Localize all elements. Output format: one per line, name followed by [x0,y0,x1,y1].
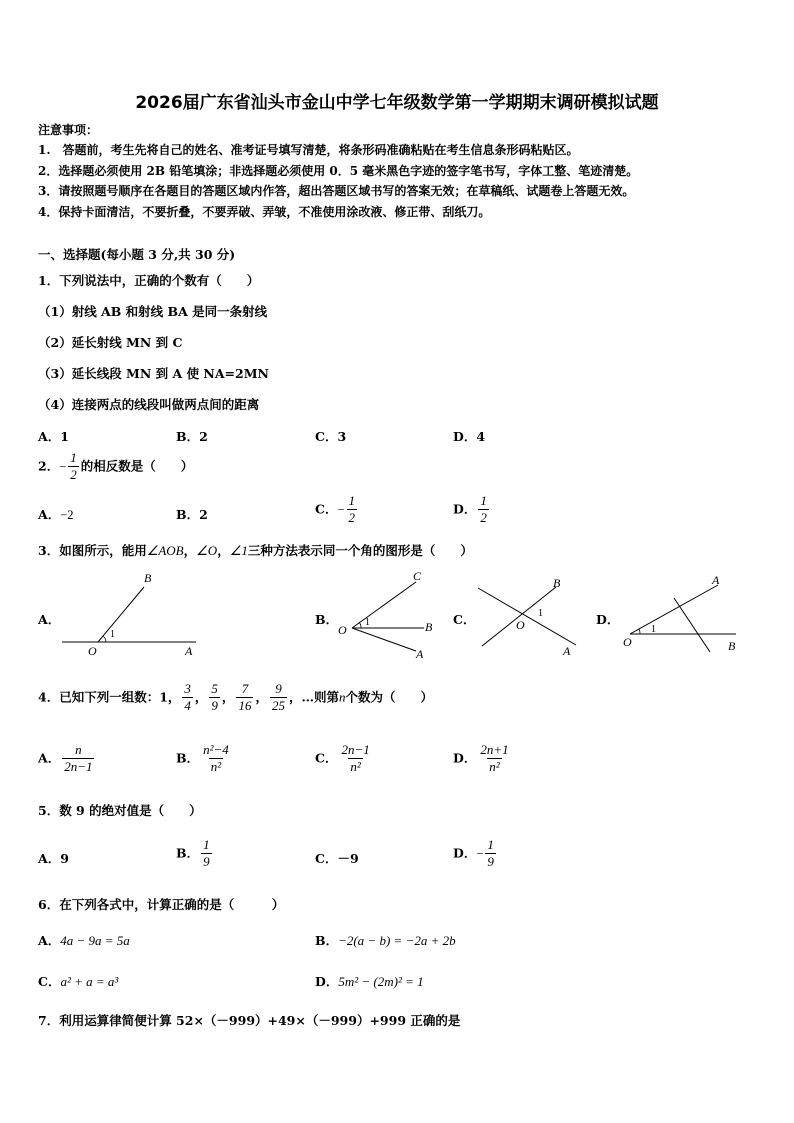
q6-option-d [315,972,424,990]
q1-item-1: （1）射线 AB 和射线 BA 是同一条射线 [38,304,268,319]
notice-item-2: 2．选择题必须使用 2B 铅笔填涂；非选择题必须使用 0．5 毫米黑色字迹的签字笔书写，字体工整、笔迹清楚。 [38,164,639,178]
q3-figure-a-ray-ob [98,587,144,642]
q6-option-a-label: A． [38,933,61,948]
q3-figure-d [618,570,743,660]
q1-item-2: （2）延长射线 MN 到 C [38,335,183,350]
q3-figure-a [58,570,203,660]
q4-option-a [38,743,96,775]
q6-option-a-expr: 4a − 9a = 5a [60,933,130,948]
q5-option-d-fraction [485,838,496,870]
q3-option-a-label: A． [38,612,61,627]
q2-stem [38,451,193,483]
q4-fraction-2-num: 5 [211,681,218,696]
q3-figure-d-arc [639,629,640,634]
q3-figure-a-arc [103,636,106,642]
q4-option-c [315,743,374,775]
q3-figure-b-label-o: O [338,623,347,637]
q3-figure-b-label-b: B [425,620,433,634]
q4-fraction-2 [209,682,220,714]
q2-option-c-minus: − [337,502,345,517]
q6-option-b-label: B． [315,933,339,948]
q3-figure-b-arc [359,622,361,628]
q1-item-4: （4）连接两点的线段叫做两点间的距离 [38,397,260,412]
q1-item-3: （3）延长线段 MN 到 A 使 NA=2MN [38,366,269,381]
q2-option-d-den: 2 [480,510,487,526]
q2-frac-den: 2 [70,467,77,483]
q4-fraction-2-den: 9 [211,698,218,714]
q4-option-c-fraction [339,743,371,775]
q6-option-d-label: D． [315,974,339,989]
q3-sep-1: ， [183,543,197,558]
q4-stem-b: ，…则第 [288,689,339,705]
q3-angle-1: ∠1 [229,543,248,558]
q5-option-b-label: B． [176,845,200,861]
q2-option-c-den: 2 [348,510,356,526]
q3-figure-b-label-a: A [416,647,424,661]
q4-fraction-1-num: 3 [184,681,191,696]
q3-figure-c-label-b: B [553,576,561,590]
q3-figure-b [332,565,442,665]
q5-option-b-den: 9 [203,854,210,870]
q4-fraction-3-den: 16 [238,698,252,714]
q5-stem: 5．数 9 的绝对值是（ ） [38,803,202,818]
q6-option-b [315,931,456,949]
q5-option-c: C．－9 [315,851,359,866]
q4-stem-c: 个数为（ ） [345,689,433,705]
q2-number: 2． [38,458,60,474]
q3-figure-c-label-1: 1 [538,608,543,619]
q3-figure-c-label-a: A [563,644,571,658]
q4-option-c-num: 2n−1 [341,742,370,757]
notice-item-4: 4．保持卡面清洁，不要折叠，不要弄破、弄皱，不准使用涂改液、修正带、刮纸刀。 [38,205,491,219]
q1-stem: 1．下列说法中，正确的个数有（ ） [38,273,260,288]
q1-option-d: D．4 [453,429,486,444]
q3-angle-aob: ∠AOB [146,543,184,558]
q3-figure-a-label-a: A [185,644,193,658]
q6-option-c [38,972,118,990]
q2-option-d-label: D． [453,501,477,517]
q4-option-a-label: A． [38,750,61,766]
page-title: 2026届广东省汕头市金山中学七年级数学第一学期期末调研模拟试题 [135,93,659,113]
q4-option-c-den: n² [350,759,361,775]
q1-option-c: C．3 [315,429,347,444]
q2-frac-num: 1 [70,450,77,465]
q3-stem-a: 3．如图所示，能用 [38,543,147,558]
q2-option-a-label: A． [38,507,61,522]
notice-item-1: 1. 答题前，考生先将自己的姓名、准考证号填写清楚，将条形码准确粘贴在考生信息条形码粘贴区。 [38,143,579,157]
q6-stem: 6．在下列各式中，计算正确的是（ ） [38,897,285,912]
q2-option-a [38,505,74,523]
q4-stem: 4．已知下列一组数：1， $\frac{3}{4}$ ， $\frac{5}{9}$ ， $\frac{7}{16}$ ， $\frac{9}{25}$ ，…则第n个数为（ ） [38,681,433,714]
q2-minus: − [59,459,67,474]
q2-option-c-num: 1 [348,493,356,508]
q3-figure-c [472,570,582,660]
q4-fraction-4-den: 25 [271,698,285,714]
q2-option-c-fraction [347,494,358,526]
q6-option-a [38,931,130,949]
q6-option-b-expr: −2(a − b) = −2a + 2b [338,933,456,948]
q4-option-b-label: B． [176,750,200,766]
q3-angle-o: ∠O [196,543,218,558]
q2-tail: 的相反数是（ ） [80,458,194,474]
q3-sep-2: ， [217,543,230,558]
q3-option-c-label: C． [453,612,476,627]
q5-option-b [176,838,214,870]
q5-option-a: A．9 [38,851,69,866]
q2-option-d [453,494,491,526]
q3-figure-b-label-c: C [413,569,422,583]
q3-figure-a-label-1: 1 [110,629,115,640]
q1-option-a: A．1 [38,429,69,444]
q7-stem: 7．利用运算律简便计算 52×（－999）+49×（－999）+999 正确的是 [38,1013,461,1028]
q3-option-d-label: D． [596,612,620,627]
q5-option-b-num: 1 [203,837,210,852]
q4-option-d-den: n² [489,759,500,775]
q3-stem-b: 三种方法表示同一个角的图形是（ ） [247,543,473,558]
q3-figure-b-label-1: 1 [365,617,370,628]
q4-stem-a: 4．已知下列一组数：1， [38,689,181,705]
q4-option-a-den: 2n−1 [64,759,93,775]
q2-option-d-num: 1 [480,493,487,508]
q6-option-c-expr: a² + a = a³ [60,974,119,989]
q3-figure-b-ray-oa [352,628,416,651]
section-heading: 一、选择题(每小题 3 分,共 30 分) [38,247,236,262]
q3-figure-b-ray-oc [352,582,416,628]
q4-n: n [338,689,346,705]
q2-option-c [315,494,359,526]
q4-fraction-1 [182,682,193,714]
q3-figure-a-label-o: O [88,644,97,658]
q4-option-d-label: D． [453,750,477,766]
q4-option-a-num: n [75,742,82,757]
q4-option-a-fraction [62,743,94,775]
q1-option-b: B．2 [176,429,208,444]
q2-option-d-fraction [478,494,489,526]
q3-figure-d-ray-oa [630,585,718,634]
q5-option-d-num: 1 [487,837,494,852]
q5-option-d-label: D． [453,845,477,861]
q2-option-a-value: −2 [60,508,74,522]
q4-fraction-4 [270,682,287,714]
q4-fraction-1-den: 4 [184,698,191,714]
q5-option-b-fraction [201,838,212,870]
q3-figure-a-label-b: B [144,571,152,585]
q2-option-b: B．2 [176,507,208,522]
notice-heading: 注意事项： [38,123,99,137]
q4-option-c-label: C． [315,750,338,766]
q3-figure-c-line-1 [478,588,576,645]
q4-option-b [176,743,233,775]
q4-option-b-den: n² [210,759,222,775]
q3-figure-d-label-a: A [712,573,720,587]
q4-option-d [453,743,513,775]
q3-figure-d-transversal [674,598,710,652]
q2-option-c-label: C． [315,501,338,517]
q3-figure-d-label-1: 1 [651,624,656,635]
q3-option-b-label: B． [315,612,339,627]
q4-fraction-3-num: 7 [241,681,249,696]
q4-option-b-num: n²−4 [203,742,229,757]
q3-figure-c-label-o: O [516,618,525,632]
q5-option-d-minus: − [476,846,484,861]
q3-figure-d-label-b: B [728,639,736,653]
q3-figure-d-label-o: O [623,635,632,649]
q4-fraction-3 [236,682,253,714]
q4-option-d-fraction [478,743,510,775]
q3-stem [38,541,473,559]
q2-fraction [68,451,79,483]
notice-item-3: 3．请按照题号顺序在各题目的答题区域内作答，超出答题区域书写的答案无效；在草稿纸、试题卷上答题无效。 [38,184,635,198]
q6-option-c-label: C． [38,974,61,989]
q6-option-d-expr: 5m² − (2m)² = 1 [338,974,424,989]
q5-option-d-den: 9 [487,854,494,870]
q4-option-d-num: 2n+1 [480,742,509,757]
q4-fraction-4-num: 9 [275,681,282,696]
q5-option-d [453,838,498,870]
q3-figure-c-line-2 [482,587,556,646]
q4-option-b-fraction [201,743,231,775]
